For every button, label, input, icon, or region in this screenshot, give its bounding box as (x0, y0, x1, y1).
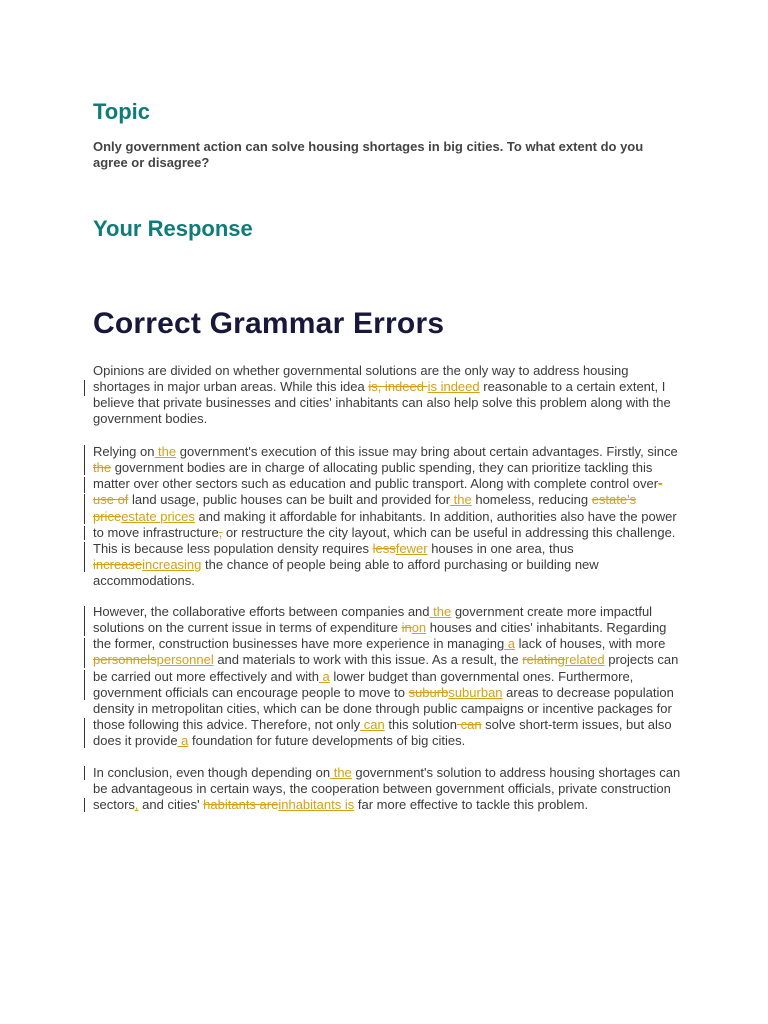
deleted-text: less (372, 540, 396, 556)
deleted-text: can (456, 717, 482, 733)
deleted-text: -use of (93, 476, 663, 508)
deleted-text: relating (522, 652, 565, 668)
deleted-text: in (401, 620, 412, 636)
text-run: reasonable to a certain extent, I believe that private businesses and cities' inhabitants can also help solve this problem along with the government bodies. (93, 379, 671, 427)
revision-bar (84, 638, 85, 668)
deleted-text: is, indeed (368, 379, 428, 395)
text-run: and making it affordable for inhabitants. In addition, authorities also have the power to move infrastructure (93, 508, 677, 540)
inserted-text: inhabitants is (278, 797, 355, 813)
text-run: government's solution to address housing shortages can be advantageous in certain ways, the cooperation between government officials, private construction sectors (93, 765, 681, 813)
text-run: Opinions are divided on whether governmental solutions are the only way to address housing shortages in major urban areas. While this idea (93, 363, 629, 395)
inserted-text: the (154, 444, 177, 459)
revision-bar (84, 445, 85, 475)
deleted-text: the (93, 460, 112, 476)
text-run: lower budget than governmental ones. Furthermore, government officials can encourage people to move to (93, 668, 634, 700)
inserted-text: a (318, 668, 330, 684)
revision-bar (84, 526, 85, 540)
text-run: government create more impactful solutions on the current issue in terms of expenditure (93, 604, 653, 636)
paragraph-body-2 (93, 604, 683, 749)
text-run: the chance of people being able to afford purchasing or building new accommodations. (93, 557, 599, 589)
revision-bar (84, 670, 85, 700)
deleted-text: suburb (408, 684, 449, 700)
text-run: or restructure the city layout, which can be useful in addressing this challenge. This is because less population density requires (93, 524, 676, 556)
topic-heading: Topic (93, 99, 151, 124)
deleted-text: , (218, 524, 223, 540)
text-run: foundation for future developments of big cities. (188, 733, 466, 749)
text-run: far more effective to tackle this problem. (354, 797, 589, 813)
correction-heading: Correct Grammar Errors (93, 307, 445, 340)
revision-bar (84, 477, 85, 493)
text-run: lack of houses, with more (515, 636, 666, 652)
inserted-text: on (411, 620, 427, 636)
response-heading: Your Response (93, 216, 253, 241)
revision-bar (84, 494, 85, 524)
revision-bar (84, 542, 85, 572)
text-run: areas to decrease population density in metropolitan cities, which can be done through public campaigns or incentive packages for those following this advice. Therefore, not only (93, 684, 674, 733)
inserted-text: , (134, 797, 139, 813)
text-run: However, the collaborative efforts between companies and (93, 604, 430, 619)
text-run: solve short-term issues, but also does it provide (93, 717, 672, 749)
paragraph-conclusion (93, 765, 683, 813)
text-run: and materials to work with this issue. As a result, the (213, 652, 523, 668)
text-run: government's execution of this issue may bring about certain advantages. Firstly, since (176, 444, 678, 459)
text-run: this solution (384, 717, 457, 733)
inserted-text: the (429, 604, 452, 619)
inserted-text: suburban (448, 684, 503, 700)
deleted-text: increase (93, 557, 143, 573)
topic-prompt: Only government action can solve housing shortages in big cities. To what extent do you agree or disagree? (93, 139, 644, 170)
deleted-text: estate's price (93, 492, 637, 524)
revision-bar (84, 606, 85, 636)
text-run: government bodies are in charge of allocating public spending, they can prioritize tackling this matter over other sectors such as education and public transport. Along with complete control over (93, 460, 659, 492)
deleted-text: habitants are (203, 797, 279, 813)
revision-bar (84, 718, 85, 748)
paragraph-intro (93, 363, 683, 428)
text-run: projects can be carried out more effectively and with (93, 652, 679, 684)
inserted-text: the (450, 492, 472, 508)
text-run: In conclusion, even though depending on (93, 765, 331, 780)
text-run: land usage, public houses can be built and provided for (128, 492, 451, 508)
revision-bar (84, 380, 85, 396)
inserted-text: estate prices (121, 508, 195, 524)
text-run: houses in one area, thus (427, 540, 574, 556)
inserted-text: related (564, 652, 605, 668)
inserted-text: increasing (142, 557, 202, 573)
revision-bar (84, 798, 85, 812)
inserted-text: is indeed (427, 379, 480, 395)
deleted-text: personnels (93, 652, 157, 668)
inserted-text: a (504, 636, 516, 652)
text-run: houses and cities' inhabitants. Regarding the former, construction businesses have more experience in managing (93, 620, 667, 652)
text-run: and cities' (138, 797, 204, 813)
text-run: homeless, reducing (471, 492, 592, 508)
text-run: Relying on (93, 444, 155, 459)
inserted-text: can (360, 717, 385, 733)
paragraph-body-1 (93, 444, 683, 589)
inserted-text: the (330, 765, 352, 780)
inserted-text: fewer (395, 540, 428, 556)
revision-bar (84, 766, 85, 780)
inserted-text: personnel (156, 652, 214, 668)
inserted-text: a (177, 733, 189, 749)
